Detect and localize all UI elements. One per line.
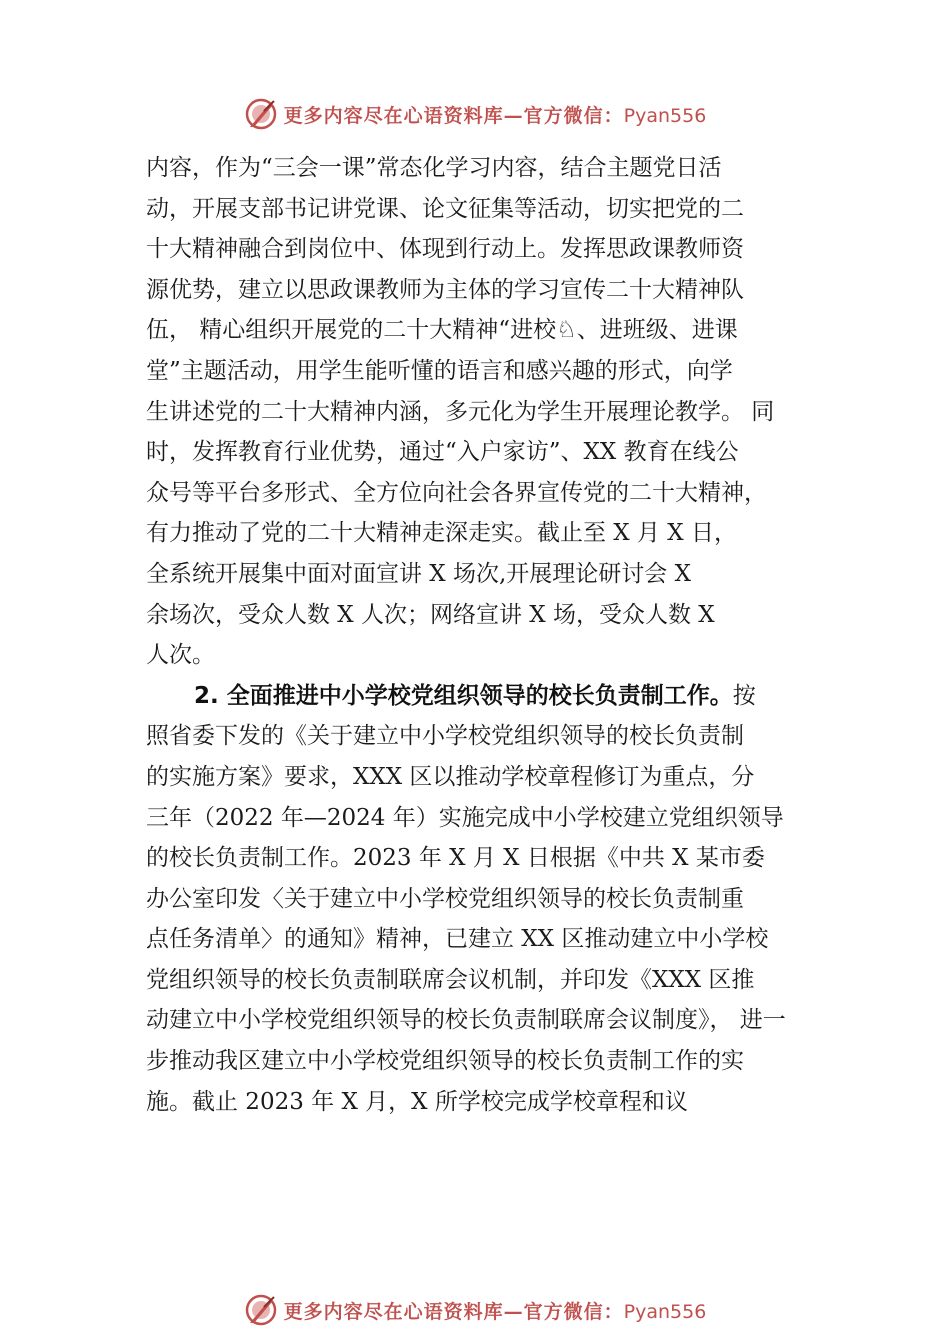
text-line: 内容，作为“三会一课”常态化学习内容，结合主题党日活 — [146, 155, 722, 181]
wechat-account: Pyan556 — [623, 1300, 707, 1323]
text-line: 点任务清单〉的通知》精神，已建立 XX 区推动建立中小学校 — [146, 926, 769, 953]
text-line: 堂”主题活动，用学生能听懂的语言和感兴趣的形式，向学 — [146, 357, 733, 384]
text-line: 伍， 精心组织开展党的二十大精神“进校♘、进班级、进课 — [146, 317, 738, 344]
text-line — [146, 676, 836, 717]
text-line: 人次。 — [146, 642, 215, 669]
text-line: 党组织领导的校长负责制联席会议机制，并印发《XXX 区推 — [146, 966, 755, 993]
text-line: 时，发挥教育行业优势，通过“入户家访”、XX 教育在线公 — [146, 439, 739, 466]
text-line: 三年（2022 年—2024 年）实施完成中小学校建立党组织领导 — [146, 804, 784, 831]
header-banner — [0, 94, 950, 134]
text-line: 余场次，受众人数 X 人次；网络宣讲 X 场，受众人数 X — [146, 601, 715, 628]
text-line: 十大精神融合到岗位中、体现到行动上。发挥思政课教师资 — [146, 236, 744, 263]
text-line: 的校长负责制工作。2023 年 X 月 X 日根据《中共 X 某市委 — [146, 845, 765, 872]
text-line: 照省委下发的《关于建立中小学校党组织领导的校长负责制 — [146, 723, 744, 750]
document-body — [146, 148, 836, 1122]
text-line: 全系统开展集中面对面宣讲 X 场次,开展理论研讨会 X — [146, 560, 691, 587]
paragraph-2 — [146, 676, 836, 1123]
text-line: 施。截止 2023 年 X 月，X 所学校完成学校章程和议 — [146, 1088, 688, 1115]
section-heading: 2. 全面推进中小学校党组织领导的校长负责制工作。 — [194, 682, 733, 709]
quill-logo-icon — [244, 97, 278, 131]
text-line: 有力推动了党的二十大精神走深走实。截止至 X 月 X 日， — [146, 520, 737, 547]
banner-text: 更多内容尽在心语资料库—官方微信：Pyan556 — [283, 1300, 707, 1323]
text-line: 众号等平台多形式、全方位向社会各界宣传党的二十大精神， — [146, 479, 767, 506]
text-line: 步推动我区建立中小学校党组织领导的校长负责制工作的实 — [146, 1048, 744, 1075]
paragraph-1 — [146, 148, 836, 676]
text-line: 动建立中小学校党组织领导的校长负责制联席会议制度》， 进一 — [146, 1007, 786, 1034]
banner-text: 更多内容尽在心语资料库—官方微信：Pyan556 — [283, 104, 707, 127]
text-line: 生讲述党的二十大精神内涵，多元化为学生开展理论教学。 同 — [146, 398, 775, 425]
quill-logo-icon — [244, 1293, 278, 1327]
text-run: 按 — [732, 682, 756, 709]
text-line: 的实施方案》要求，XXX 区以推动学校章程修订为重点，分 — [146, 763, 755, 790]
footer-banner — [0, 1290, 950, 1330]
text-line: 动，开展支部书记讲党课、论文征集等活动，切实把党的二 — [146, 195, 744, 222]
wechat-account: Pyan556 — [623, 104, 707, 127]
text-line: 源优势，建立以思政课教师为主体的学习宣传二十大精神队 — [146, 276, 744, 303]
text-line: 办公室印发〈关于建立中小学校党组织领导的校长负责制重 — [146, 885, 744, 912]
